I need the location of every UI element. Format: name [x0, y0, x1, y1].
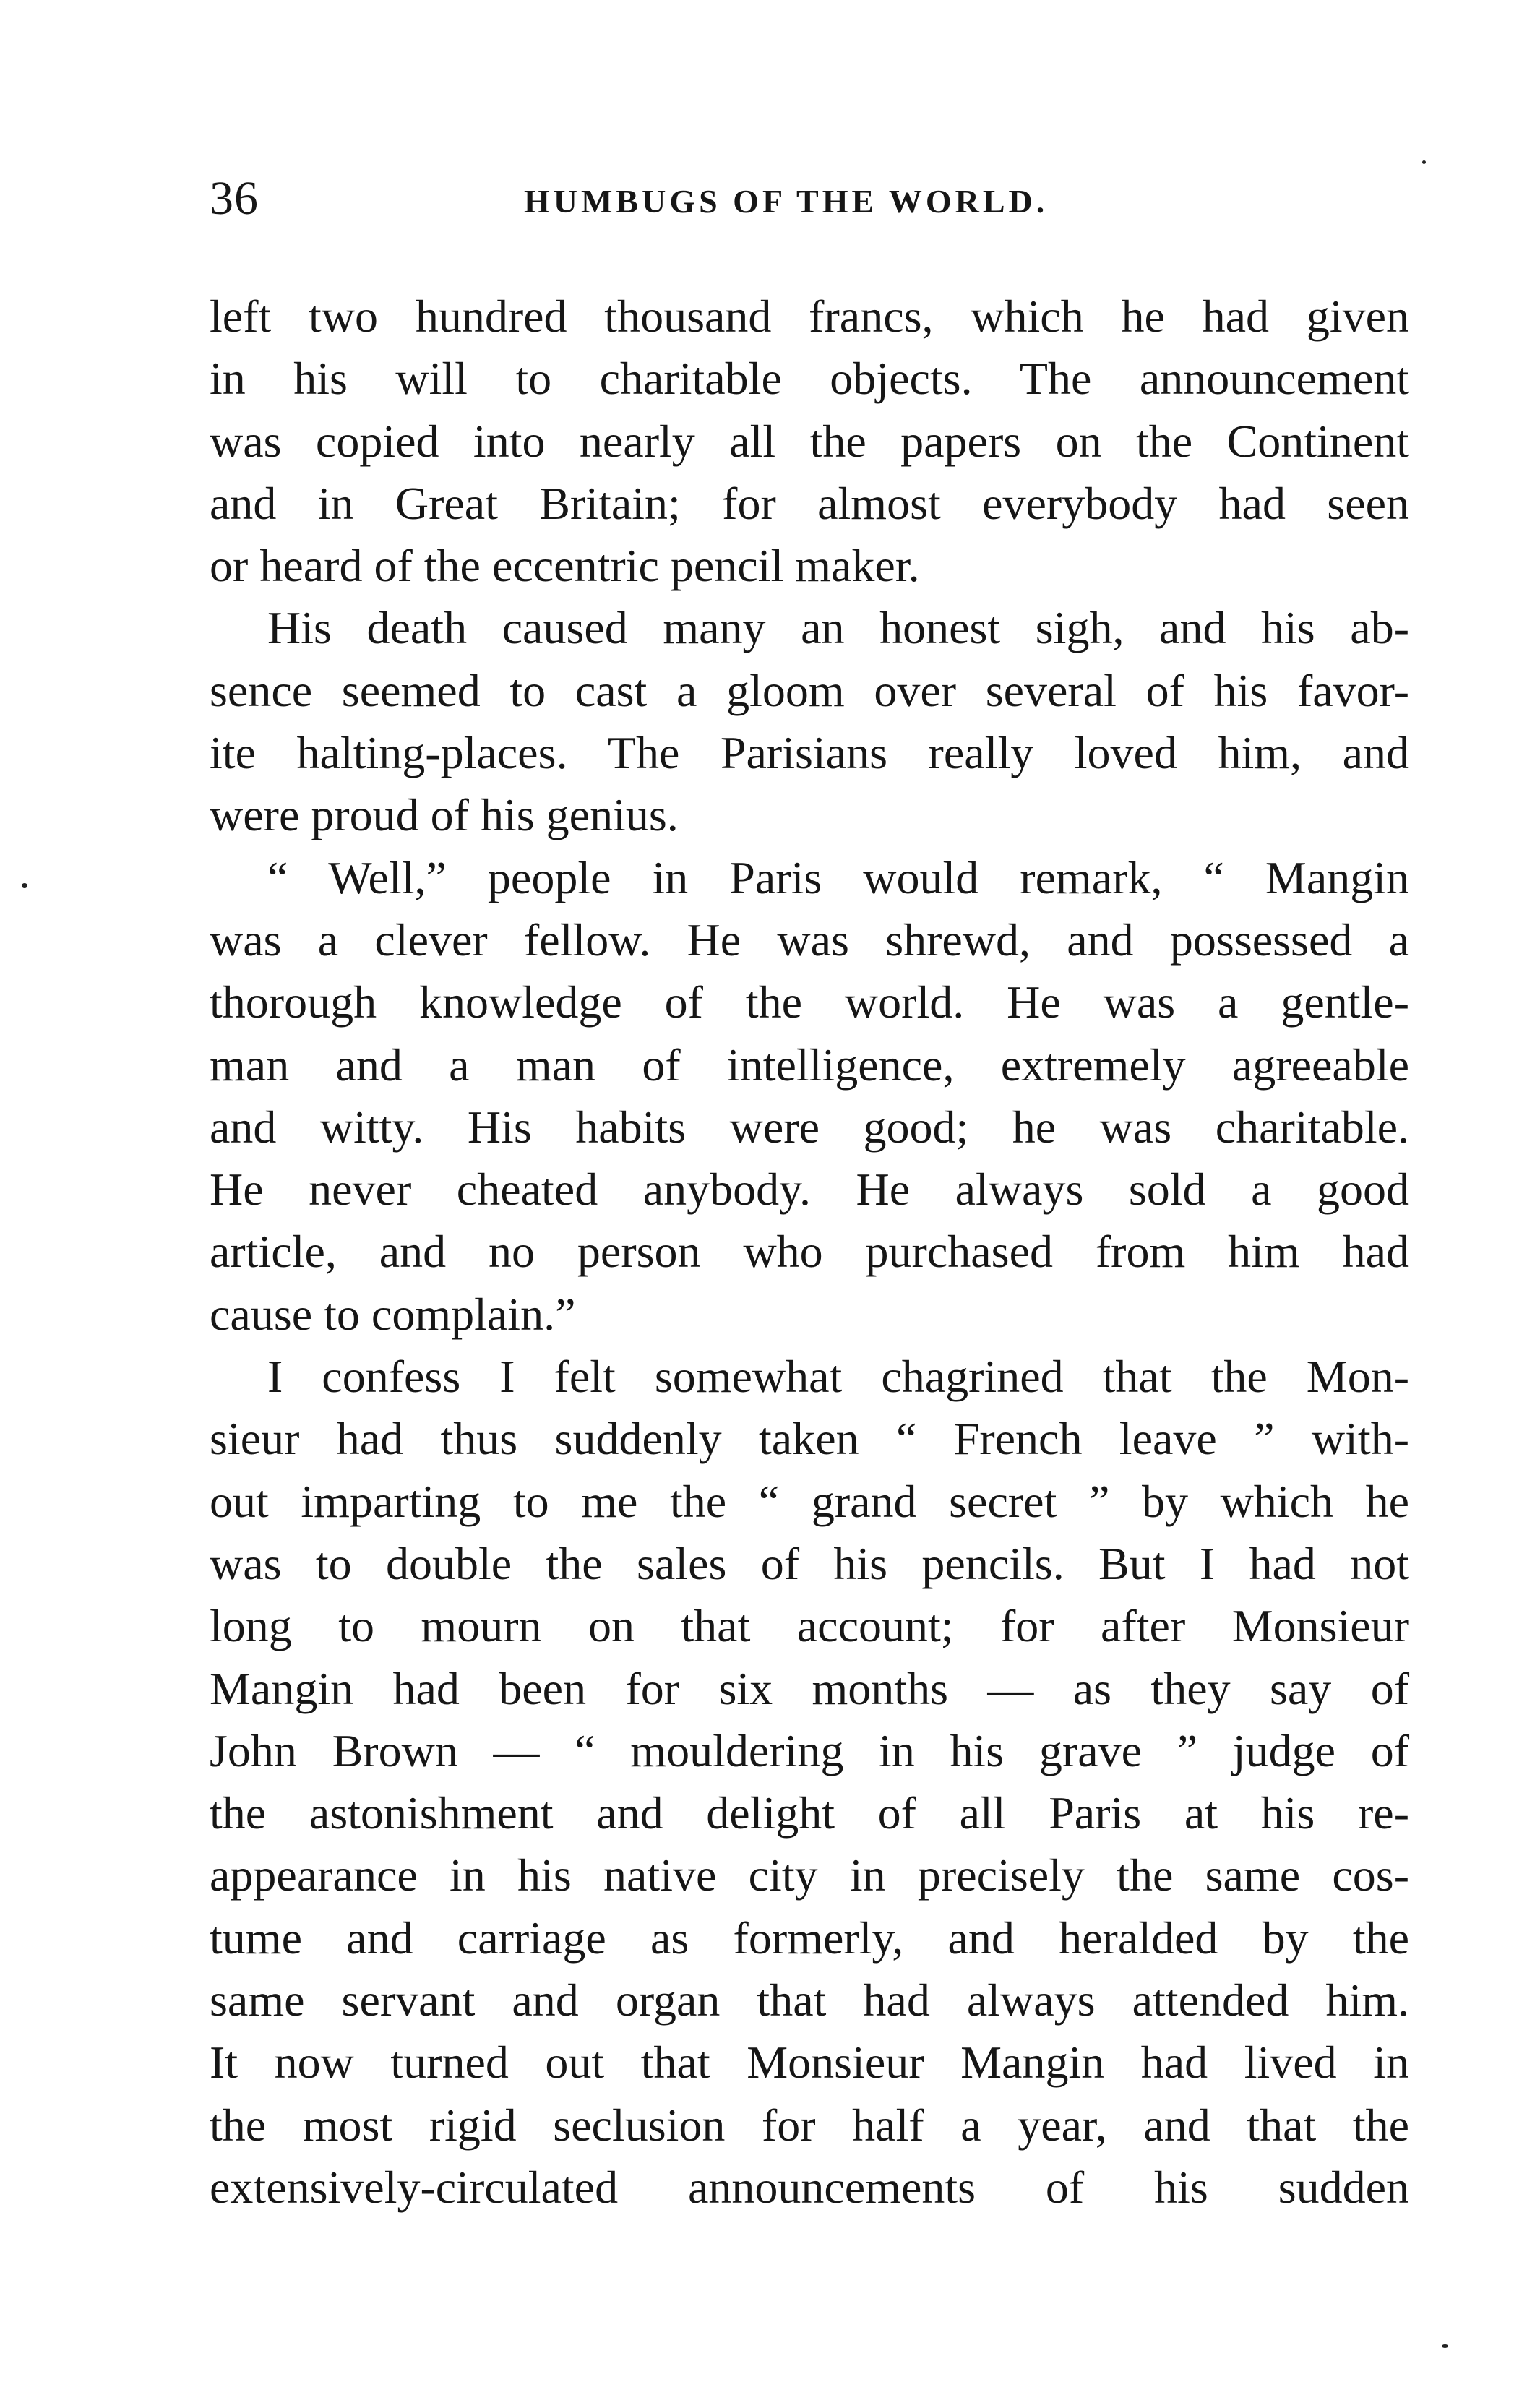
text-line: sence seemed to cast a gloom over several of his favor- [210, 664, 1409, 716]
text-line: He never cheated anybody. He always sold a good [210, 1164, 1409, 1216]
text-line: left two hundred thousand francs, which he had given [210, 291, 1409, 342]
running-head [210, 166, 1409, 231]
text-line: John Brown — “ mouldering in his grave ” judge of [210, 1724, 1409, 1776]
text-line: or heard of the eccentric pencil maker. [210, 540, 920, 592]
body-text [210, 285, 1409, 2219]
text-line: His death caused many an honest sigh, and his ab- [267, 602, 1409, 654]
text-line: the astonishment and delight of all Paris at his re- [210, 1787, 1409, 1839]
text-line: in his will to charitable objects. The announcement [210, 353, 1409, 405]
print-speck [1442, 2344, 1448, 2348]
text-line: the most rigid seclusion for half a year, and that the [210, 2099, 1409, 2151]
text-line: article, and no person who purchased from him had [210, 1226, 1409, 1278]
text-line: was a clever fellow. He was shrewd, and possessed a [210, 913, 1409, 966]
text-line: extensively-circulated announcements of his sudden [210, 2161, 1409, 2213]
text-line: sieur had thus suddenly taken “ French leave ” with- [210, 1413, 1409, 1465]
text-line: thorough knowledge of the world. He was a gentle- [210, 976, 1409, 1028]
text-line: was copied into nearly all the papers on the Continent [210, 415, 1409, 467]
text-line: and witty. His habits were good; he was charitable. [210, 1101, 1409, 1153]
text-line: same servant and organ that had always attended him. [210, 1974, 1409, 2026]
text-line: Mangin had been for six months — as they say of [210, 1662, 1409, 1714]
text-line: and in Great Britain; for almost everybody had seen [210, 477, 1409, 529]
text-line: out imparting to me the “ grand secret ” by which he [210, 1475, 1409, 1527]
running-title: HUMBUGS OF THE WORLD. [524, 183, 1049, 220]
text-line: were proud of his genius. [210, 789, 679, 841]
text-line: cause to complain.” [210, 1288, 576, 1340]
page-number: 36 [210, 172, 259, 225]
text-line: appearance in his native city in precisely the same cos- [210, 1849, 1409, 1901]
print-speck [22, 883, 27, 888]
text-line: “ Well,” people in Paris would remark, “ Mangin [267, 851, 1409, 903]
text-line: ite halting-places. The Parisians really loved him, and [210, 727, 1409, 779]
text-line: tume and carriage as formerly, and heralded by the [210, 1912, 1409, 1964]
text-line: I confess I felt somewhat chagrined that the Mon- [267, 1351, 1409, 1403]
text-line: man and a man of intelligence, extremely agreeable [210, 1039, 1409, 1091]
text-line: was to double the sales of his pencils. But I had not [210, 1537, 1409, 1589]
text-line: It now turned out that Monsieur Mangin had lived in [210, 2037, 1409, 2089]
print-speck [1422, 160, 1426, 164]
text-line: long to mourn on that account; for after Monsieur [210, 1600, 1409, 1652]
